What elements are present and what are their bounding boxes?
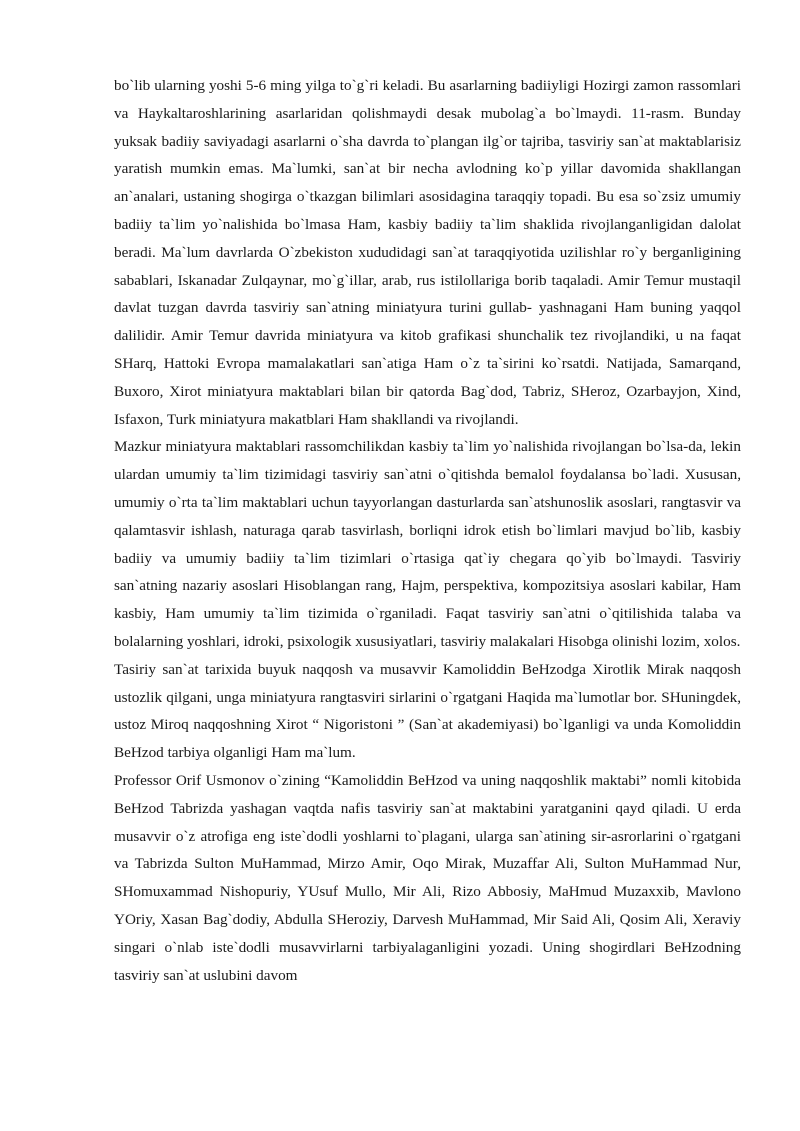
paragraph-4: Professor Orif Usmonov o`zining “Kamoliddin BeHzod va uning naqqoshlik maktabi” nomli kitobida BeHzod Tabrizda yashagan vaqtda nafis tasviriy san`at maktabini yaratganini qayd qiladi. U erda musavvir o`z atrofiga eng iste`dodli yoshlarni to`plagani, ularga san`atining sir-asrorlarini o`rgatgani va Tabrizda Sulton MuHammad, Mirzo Amir, Oqo Mirak, Muzaffar Ali, Sulton MuHammad Nur, SHomuxammad Nishopuriy, YUsuf Mullo, Mir Ali, Rizo Abbosiy, MaHmud Muzaxxib, Mavlono YOriy, Xasan Bag`dodiy, Abdulla SHeroziy, Darvesh MuHammad, Mir Said Ali, Qosim Ali, Xeraviy singari o`nlab iste`dodli musavvirlarni tarbiyalaganligini yozadi. Uning shogirdlari BeHzodning tasviriy san`at uslubini davom: [114, 771, 741, 984]
paragraph-3: Tasiriy san`at tarixida buyuk naqqosh va musavvir Kamoliddin BeHzodga Xirotlik Mirak naqqosh ustozlik qilgani, unga miniatyura rangtasviri sirlarini o`rgatgani Haqida ma`lumotlar bor. SHuningdek, ustoz Miroq naqqoshning Xirot “ Nigoristoni ” (San`at akademiyasi) bo`lganligi va unda Komoliddin BeHzod tarbiya olganligi Ham ma`lum.: [114, 660, 741, 762]
paragraph-2: Mazkur miniatyura maktablari rassomchilikdan kasbiy ta`lim yo`nalishida rivojlangan bo`lsa-da, lekin ulardan umumiy ta`lim tizimidagi tasviriy san`atni o`qitishda bemalol foydalansa bo`ladi. Xususan, umumiy o`rta ta`lim maktablari uchun tayyorlangan dasturlarda san`atshunoslik asoslari, rangtasvir va qalamtasvir ishlash, naturaga qarab tasvirlash, borliqni idrok etish bo`limlari mavjud bo`lib, kasbiy badiiy va umumiy badiiy ta`lim tizimlari o`rtasiga qat`iy chegara qo`yib bo`lmaydi. Tasviriy san`atning nazariy asoslari Hisoblangan rang, Hajm, perspektiva, kompozitsiya asoslari kabilar, Ham kasbiy, Ham umumiy ta`lim tizimida o`rganiladi. Faqat tasviriy san`atni o`qitilishida talaba va bolalarning yoshlari, idroki, psixologik xususiyatlari, tasviriy malakalari Hisobga olinishi lozim, xolos.: [114, 438, 741, 650]
paragraph-1: bo`lib ularning yoshi 5-6 ming yilga to`g`ri keladi. Bu asarlarning badiiyligi Hozirgi zamon rassomlari va Haykaltaroshlarining asarlaridan qolishmaydi desak mubolag`a bo`lmaydi. 11-rasm. Bunday yuksak badiiy saviyadagi asarlarni o`sha davrda to`plangan ilg`or tajriba, tasviriy san`at maktablarisiz yaratish mumkin emas. Ma`lumki, san`at bir necha avlodning ko`p yillar davomida shakllangan an`analari, ustaning shogirga o`tkazgan bilimlari asosidagina taraqqiy topadi. Bu esa so`zsiz umumiy badiiy ta`lim yo`nalishida bo`lmasa Ham, kasbiy badiiy ta`lim shaklida rivojlanganligidan dalolat beradi. Ma`lum davrlarda O`zbekiston xududidagi san`at taraqqiyotida uzilishlar ro`y berganligining sabablari, Iskanadar Zulqaynar, mo`g`illar, arab, rus istilollariga borib taqaladi. Amir Temur mustaqil davlat tuzgan davrda tasviriy san`atning miniatyura turini gullab- yashnagani Ham buning yaqqol dalilidir. Amir Temur davrida miniatyura va kitob grafikasi shunchalik tez rivojlandiki, u na faqat SHarq, Hattoki Evropa mamalakatlari san`atiga Ham o`z ta`sirini ko`rsatdi. Natijada, Samarqand, Buxoro, Xirot miniatyura maktablari bilan bir qatorda Bag`dod, Tabriz, SHeroz, Ozarbayjon, Xind, Isfaxon, Turk miniatyura makatblari Ham shakllandi va rivojlandi.: [114, 77, 741, 428]
document-page: [114, 72, 741, 989]
